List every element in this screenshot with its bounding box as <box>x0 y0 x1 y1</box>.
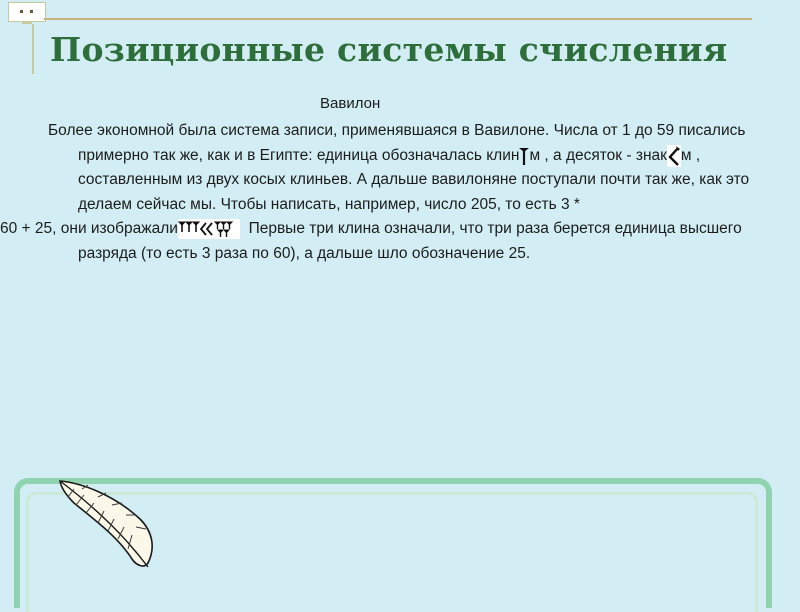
ornament-dot <box>30 10 33 13</box>
cuneiform-205-icon <box>178 219 240 239</box>
para1-text-a: Более экономной была система записи, применявшаяся в Вавилоне. Числа от 1 до 59 писались примерно так же, как и в Египте: единица обозначалась клин <box>48 122 746 164</box>
feather-quill-icon <box>52 475 162 580</box>
cuneiform-wedge-icon <box>519 146 529 166</box>
left-rule <box>32 24 34 74</box>
para2-text-a: 60 + 25, они изображали <box>0 220 178 238</box>
para2-text-b: Первые три клина означали, что три раза берется единица высшего разряда (то есть 3 раза по 60), а дальше шло обозначение 25. <box>78 220 742 262</box>
paragraph-2 <box>0 217 760 266</box>
body-text <box>0 119 760 267</box>
slide-subtitle: Вавилон <box>320 95 381 112</box>
para1-text-c: м , составленным из двух косых клиньев. А дальше вавилоняне поступали почти так же, как это делаем сейчас мы. Чтобы написать, например, число 205, то есть 3 * <box>78 146 750 213</box>
paragraph-1 <box>0 119 760 217</box>
top-rule <box>44 18 752 20</box>
ornament-dot <box>20 10 23 13</box>
slide-title: Позиционные системы счисления <box>50 30 728 69</box>
top-rule-short <box>22 22 32 24</box>
cuneiform-chevron-icon <box>667 145 681 167</box>
para1-text-b: м , а десяток - знак <box>529 146 667 164</box>
corner-ornament <box>8 2 46 22</box>
